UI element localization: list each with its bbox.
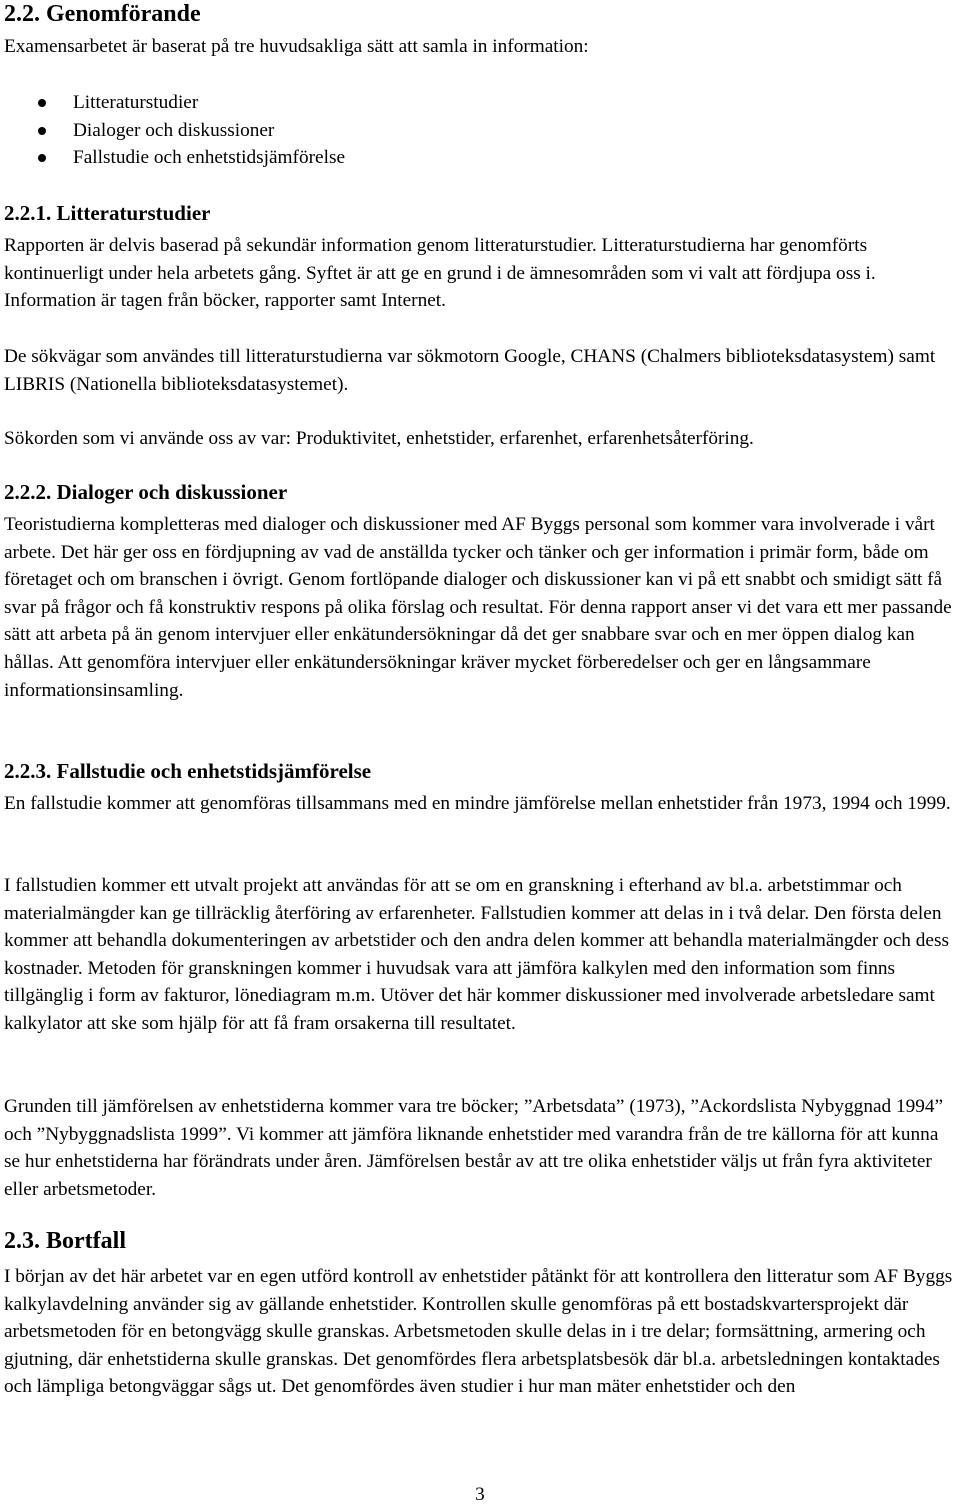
paragraph: Sökorden som vi använde oss av var: Produktivitet, enhetstider, erfarenhet, erfarenhetsåterföring. xyxy=(4,428,754,449)
paragraph: I fallstudien kommer ett utvalt projekt att användas för att se om en granskning i efterhand av bl.a. arbetstimmar och materialmängder kan ge tillräcklig återföring av erfarenheter. Fallstudien kommer att delas in i två delar. Den första delen kommer att behandla dokumenteringen av arbetstider och den andra delen kommer att behandla materialmängder och dess kostnader. Metoden för granskningen kommer i huvudsak vara att jämföra kalkylen med den information som finns tillgänglig i form av fakturor, lönediagram m.m. Utöver det här kommer diskussioner med involverade arbetsledare samt kalkylator att ske som hjälp för att få fram orsakerna till resultatet. xyxy=(4,875,949,1034)
section-number: 2.2. xyxy=(4,1,40,27)
section-number: 2.2.1. xyxy=(4,201,52,225)
method-bullet-list xyxy=(4,89,956,172)
paragraph: Grunden till jämförelsen av enhetstiderna kommer vara tre böcker; ”Arbetsdata” (1973), ”Ackordslista Nybyggnad 1994” och ”Nybyggnadslista 1999”. Vi kommer att jämföra liknande enhetstider med varandra från de tre källorna för att kunna se hur enhetstiderna har förändrats under åren. Jämförelsen består av att tre olika enhetstider väljs ut från fyra aktiviteter eller arbetsmetoder. xyxy=(4,1096,944,1200)
section-heading-2-2-1 xyxy=(4,200,210,228)
list-item: Dialoger och diskussioner xyxy=(4,117,956,145)
bullet-icon xyxy=(38,127,46,135)
section-title: Dialoger och diskussioner xyxy=(56,480,288,504)
paragraph: Teoristudierna kompletteras med dialoger och diskussioner med AF Byggs personal som kommer vara involverade i vårt arbete. Det här ger oss en fördjupning av vad de anställda tycker och tänker och ger information i primär form, både om företaget och om branschen i övrigt. Genom fortlöpande dialoger och diskussioner kan vi på ett snabbt och smidigt sätt få svar på frågor och få konstruktiv respons på olika förslag och resultat. För denna rapport anser vi det vara ett mer passande sätt att arbeta på än genom intervjuer eller enkätundersökningar då det ger snabbare svar och en mer öppen dialog kan hållas. Att genomföra intervjuer eller enkätundersökningar kräver mycket förberedelser och ger en långsammare informationsinsamling. xyxy=(4,514,952,701)
bullet-icon xyxy=(38,154,46,162)
section-number: 2.2.2. xyxy=(4,480,52,504)
section-heading-2-2-3 xyxy=(4,758,371,786)
section-intro-paragraph: Examensarbetet är baserat på tre huvudsakliga sätt att samla in information: xyxy=(4,36,589,57)
section-title: Fallstudie och enhetstidsjämförelse xyxy=(56,759,372,783)
section-title: Genomförande xyxy=(46,1,201,27)
paragraph: Rapporten är delvis baserad på sekundär information genom litteraturstudier. Litteraturstudierna har genomförts kontinuerligt under hela arbetets gång. Syftet är att ge en grund i de ämnesområden som vi valt att fördjupa oss i. Information är tagen från böcker, rapporter samt Internet. xyxy=(4,235,876,312)
section-number: 2.3. xyxy=(4,1228,40,1254)
list-item: Fallstudie och enhetstidsjämförelse xyxy=(4,144,956,172)
section-title: Litteraturstudier xyxy=(56,201,211,225)
section-heading-2-2-2 xyxy=(4,479,287,507)
paragraph: I början av det här arbetet var en egen utförd kontroll av enhetstider påtänkt för att kontrollera den litteratur som AF Byggs kalkylavdelning använder sig av gällande enhetstider. Kontrollen skulle genomföras på ett bostadskvartersprojekt där arbetsmetoden för en betongvägg skulle granskas. Arbetsmetoden skulle delas in i tre delar; formsättning, armering och gjutning, där enhetstiderna skulle granskas. Det genomfördes flera arbetsplatsbesök där bl.a. arbetsledningen kontaktades och lämpliga betongväggar sågs ut. Det genomfördes även studier i hur man mäter enhetstider och den xyxy=(4,1266,953,1398)
bullet-icon xyxy=(38,99,46,107)
section-number: 2.2.3. xyxy=(4,759,52,783)
paragraph: De sökvägar som användes till litteraturstudierna var sökmotorn Google, CHANS (Chalmers biblioteksdatasystem) samt LIBRIS (Nationella biblioteksdatasystemet). xyxy=(4,346,936,395)
list-item: Litteraturstudier xyxy=(4,89,956,117)
page-number: 3 xyxy=(475,1484,485,1505)
paragraph: En fallstudie kommer att genomföras tillsammans med en mindre jämförelse mellan enhetstider från 1973, 1994 och 1999. xyxy=(4,793,951,814)
section-title: Bortfall xyxy=(46,1228,126,1254)
section-heading-2-2 xyxy=(4,0,201,28)
section-heading-2-3 xyxy=(4,1227,126,1255)
